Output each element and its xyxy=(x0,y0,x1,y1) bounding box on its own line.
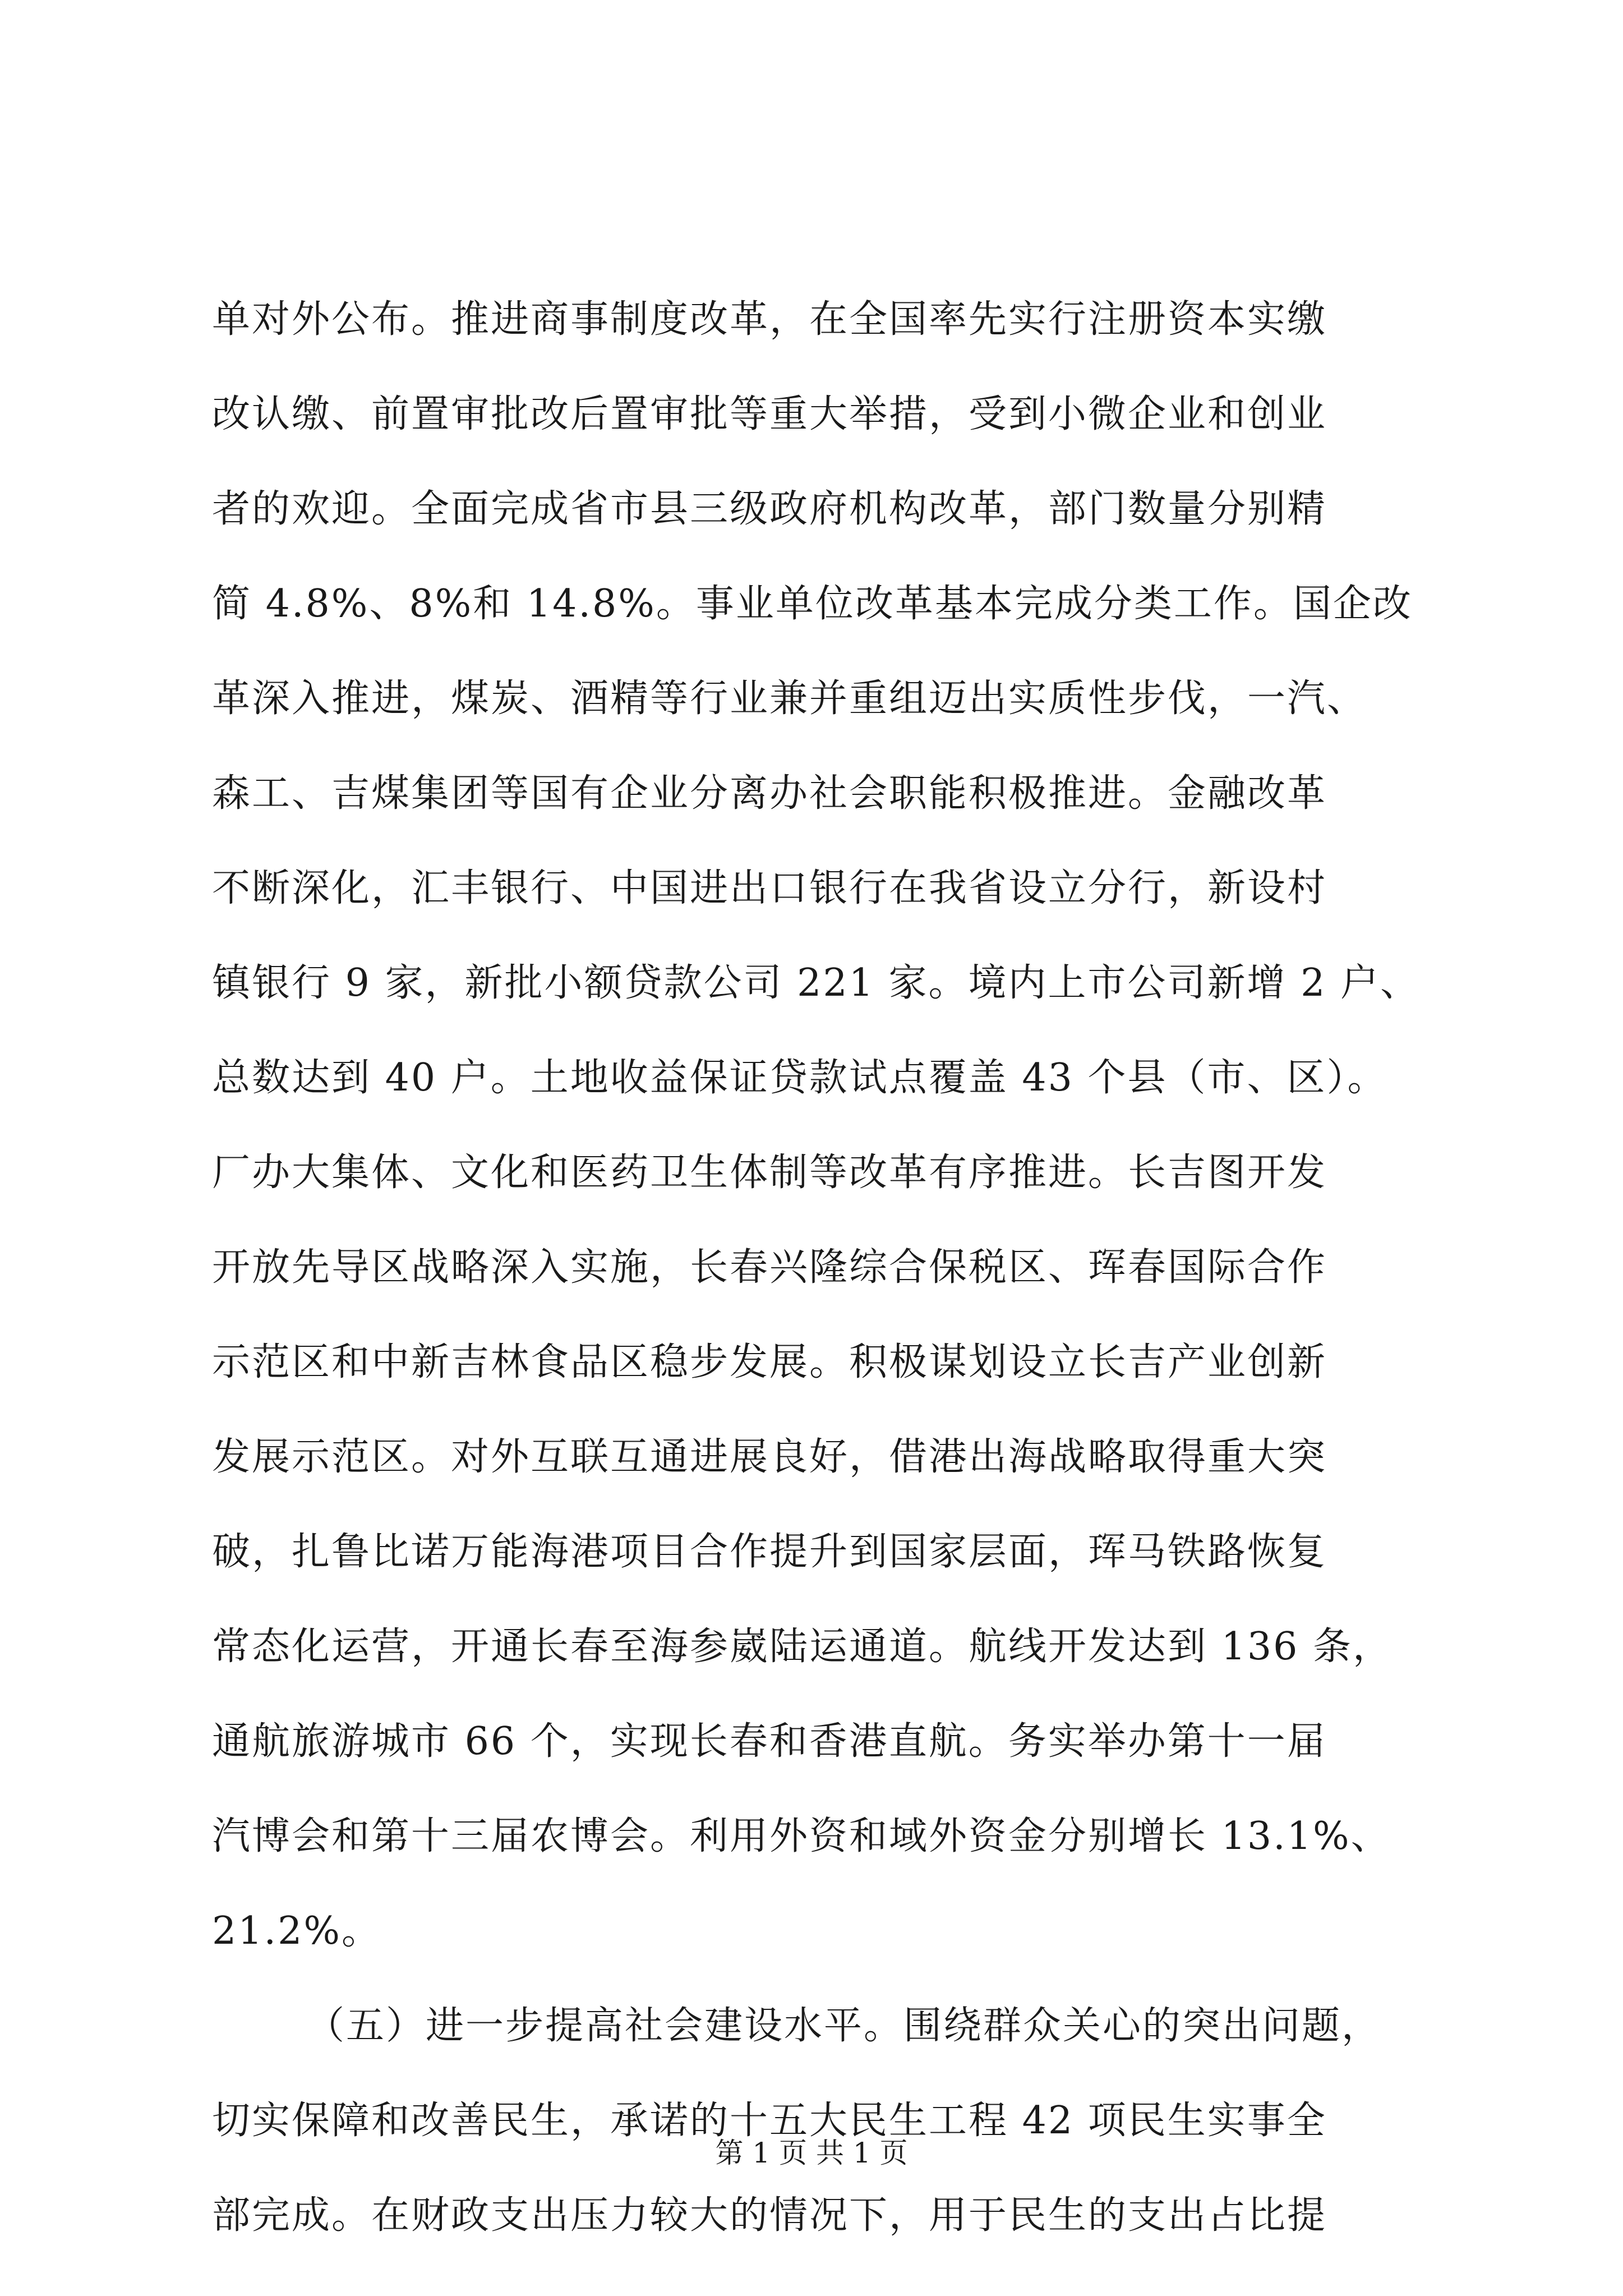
text-line: 者的欢迎。全面完成省市县三级政府机构改革，部门数量分别精 xyxy=(212,487,1327,531)
text-line: 通航旅游城市 66 个，实现长春和香港直航。务实举办第十一届 xyxy=(212,1719,1327,1764)
text-line: 总数达到 40 户。土地收益保证贷款试点覆盖 43 个县（市、区）。 xyxy=(212,1056,1387,1100)
text-line: 部完成。在财政支出压力较大的情况下，用于民生的支出占比提 xyxy=(212,2193,1327,2238)
text-line: 开放先导区战略深入实施，长春兴隆综合保税区、珲春国际合作 xyxy=(212,1245,1327,1290)
body-text xyxy=(212,272,1423,2263)
text-line: 单对外公布。推进商事制度改革，在全国率先实行注册资本实缴 xyxy=(212,297,1327,342)
page-number-label: 第 1 页 共 1 页 xyxy=(715,2137,908,2169)
text-line: 示范区和中新吉林食品区稳步发展。积极谋划设立长吉产业创新 xyxy=(212,1340,1327,1384)
text-line: 破，扎鲁比诺万能海港项目合作提升到国家层面，珲马铁路恢复 xyxy=(212,1530,1327,1574)
text-line: 常态化运营，开通长春至海参崴陆运通道。航线开发达到 136 条， xyxy=(212,1625,1393,1669)
text-line: 森工、吉煤集团等国有企业分离办社会职能积极推进。金融改革 xyxy=(212,771,1327,816)
text-line: 镇银行 9 家，新批小额贷款公司 221 家。境内上市公司新增 2 户、 xyxy=(212,961,1421,1005)
page-footer xyxy=(0,2136,1623,2170)
text-line: 改认缴、前置审批改后置审批等重大举措，受到小微企业和创业 xyxy=(212,392,1327,436)
text-line: 切实保障和改善民生，承诺的十五大民生工程 42 项民生实事全 xyxy=(212,2099,1327,2143)
text-line: 发展示范区。对外互联互通进展良好，借港出海战略取得重大突 xyxy=(212,1435,1327,1479)
text-line: 革深入推进，煤炭、酒精等行业兼并重组迈出实质性步伐，一汽、 xyxy=(212,677,1367,721)
text-line: 厂办大集体、文化和医药卫生体制等改革有序推进。长吉图开发 xyxy=(212,1151,1327,1195)
text-line: 21.2%。 xyxy=(212,1909,382,1953)
text-line: 不断深化，汇丰银行、中国进出口银行在我省设立分行，新设村 xyxy=(212,866,1327,910)
paragraph-heading-line: （五）进一步提高社会建设水平。围绕群众关心的突出问题， xyxy=(306,2004,1382,2048)
text-line: 汽博会和第十三届农博会。利用外资和域外资金分别增长 13.1%、 xyxy=(212,1814,1391,1858)
text-line: 简 4.8%、8%和 14.8%。事业单位改革基本完成分类工作。国企改 xyxy=(212,582,1413,626)
